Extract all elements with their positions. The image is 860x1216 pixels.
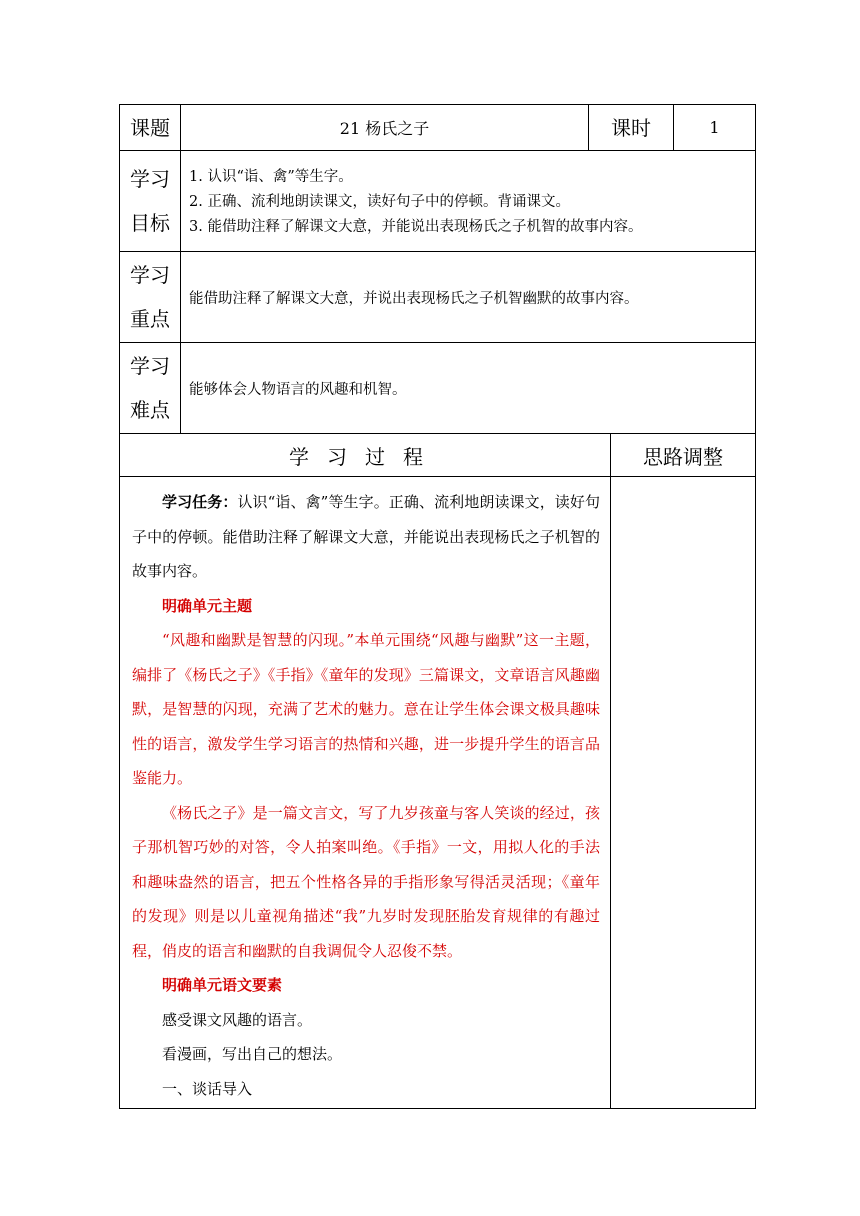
- unit-texts-paragraph: 《杨氏之子》是一篇文言文，写了九岁孩童与客人笑谈的经过，孩子那机智巧妙的对答，令人拍案叫绝。《手指》一文，用拟人化的手法和趣味盎然的语言，把五个性格各异的手指形象写得活灵活现；《童年的发现》则是以儿童视角描述“我”九岁时发现胚胎发育规律的有趣过程，俏皮的语言和幽默的自我调侃令人忍俊不禁。: [132, 803, 600, 960]
- adjustment-header: 思路调整: [611, 434, 756, 477]
- goals-list: [181, 151, 756, 252]
- unit-theme-paragraph: “风趣和幽默是智慧的闪现。”本单元围绕“风趣与幽默”这一主题，编排了《杨氏之子》《手指》《童年的发现》三篇课文，文章语言风趣幽默，是智慧的闪现，充满了艺术的魅力。意在让学生体会课文极具趣味性的语言，激发学生学习语言的热情和兴趣，进一步提升学生的语言品鉴能力。: [132, 631, 600, 787]
- difficulties-text: 能够体会人物语言的风趣和机智。: [181, 343, 756, 434]
- unit-theme-heading: 明确单元主题: [162, 596, 253, 615]
- goal-item: 2. 正确、流利地朗读课文，读好句子中的停顿。背诵课文。: [189, 193, 570, 210]
- topic-row: [120, 105, 756, 151]
- adjustment-column: [611, 477, 756, 1109]
- lesson-plan-sheet: [119, 104, 755, 1109]
- unit-element-item: 看漫画，写出自己的想法。: [162, 1045, 343, 1063]
- section-heading: 一、谈话导入: [162, 1079, 253, 1098]
- task-text: 认识“诣、禽”等生字。正确、流利地朗读课文，读好句子中的停顿。能借助注释了解课文大意，并能说出表现杨氏之子机智的故事内容。: [132, 493, 600, 580]
- key-points-row: [120, 252, 756, 343]
- unit-element-item: 感受课文风趣的语言。: [162, 1010, 313, 1029]
- key-points-text: 能借助注释了解课文大意，并说出表现杨氏之子机智幽默的故事内容。: [181, 252, 756, 343]
- key-points-label: 学习 重点: [120, 252, 181, 343]
- unit-elements-heading: 明确单元语文要素: [162, 976, 283, 994]
- lesson-title: 21 杨氏之子: [181, 105, 589, 151]
- difficulties-label: 学习 难点: [120, 343, 181, 434]
- lesson-plan-table: [119, 104, 756, 1109]
- process-content: [120, 477, 611, 1109]
- task-label: 学习任务：: [162, 493, 238, 511]
- goals-row: [120, 151, 756, 252]
- hours-value: 1: [674, 105, 756, 151]
- process-header: 学习过程: [120, 434, 611, 477]
- goal-item: 3. 能借助注释了解课文大意，并能说出表现杨氏之子机智的故事内容。: [189, 218, 643, 235]
- goal-item: 1. 认识“诣、禽”等生字。: [189, 168, 353, 185]
- hours-label: 课时: [589, 105, 674, 151]
- goals-label: 学习 目标: [120, 151, 181, 252]
- topic-label: 课题: [120, 105, 181, 151]
- difficulties-row: [120, 343, 756, 434]
- task-paragraph: [132, 485, 600, 589]
- process-header-row: [120, 434, 756, 477]
- process-row: [120, 477, 756, 1109]
